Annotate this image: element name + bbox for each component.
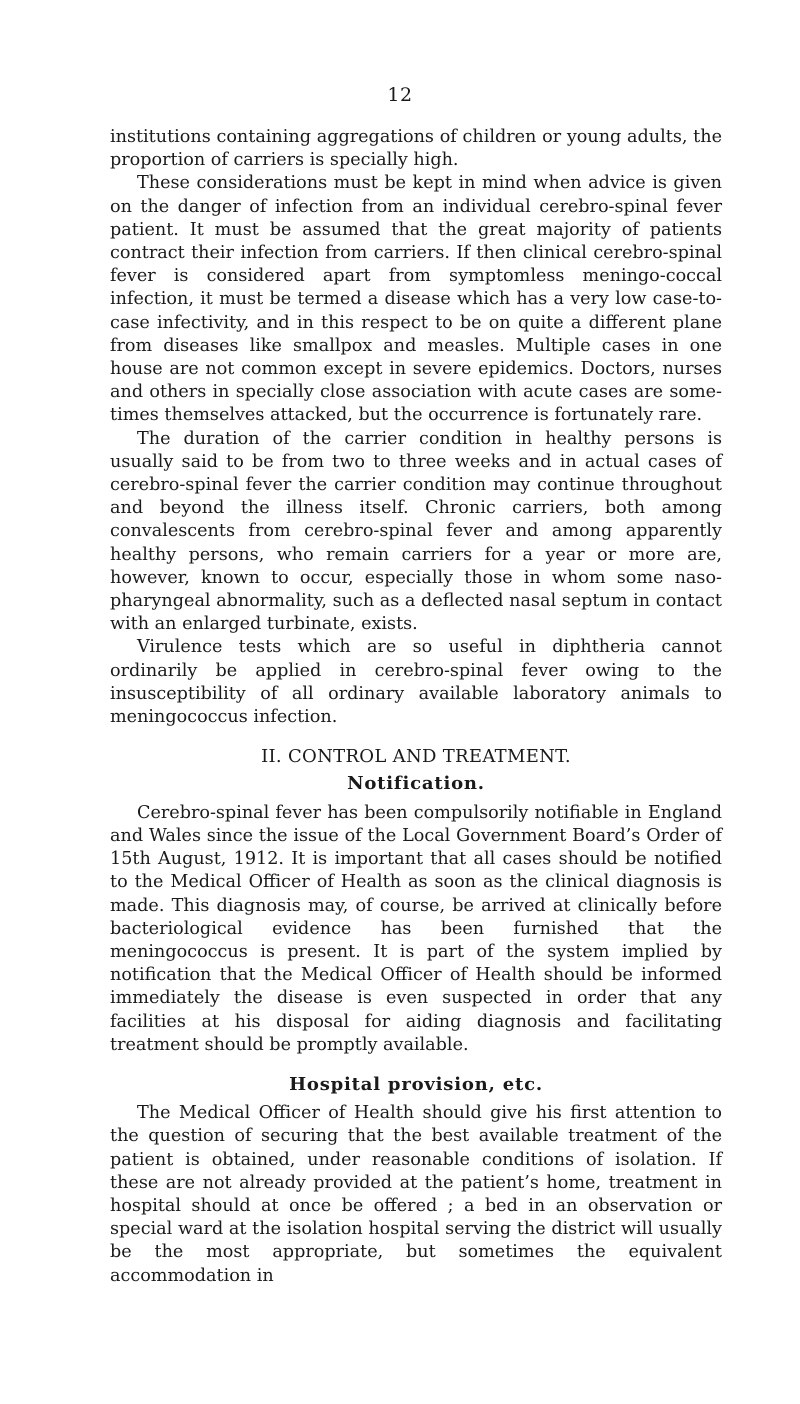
paragraph-virulence-tests: Virulence tests which are so useful in diphtheria cannot ordinarily be applied in cerebro-spinal fever owing to the insusceptibility of all ordinary available laboratory animals to meningococcus infection.: [110, 637, 722, 728]
notification-heading: Notification.: [347, 773, 485, 795]
paragraph-notification: Cerebro-spinal fever has been compulsorily notifiable in England and Wales since the issue of the Local Government Board’s Order of 15th August, 1912. It is important that all cases should be notified to the Medical Officer of Health as soon as the clinical diagnosis is made. This diagnosis may, of course, be arrived at clinically before bacteriological evidence has been furnished that the meningococcus is present. It is part of the system implied by notification that the Medical Officer of Health should be informed immediately the disease is even suspected in order that any facilities at his disposal for aiding diagnosis and facilitating treatment should be promptly available.: [110, 802, 722, 1055]
body-text: [110, 126, 722, 1288]
paragraph-infection-danger: These considerations must be kept in mind when advice is given on the danger of infection from an individual cerebro-spinal fever patient. It must be assumed that the great majority of patients contract their infection from carriers. If then clinical cerebro-spinal fever is considered apart from symptomless meningo-coccal infection, it must be termed a disease which has a very low case-to-case infectivity, and in this respect to be on quite a different plane from diseases like smallpox and measles. Multiple cases in one house are not common except in severe epidemics. Doctors, nurses and others in specially close association with acute cases are some-times themselves attacked, but the occurrence is fortunately rare.: [110, 173, 722, 426]
paragraph-carrier-duration: The duration of the carrier condition in healthy persons is usually said to be from two to three weeks and in actual cases of cerebro-spinal fever the carrier condition may continue throughout and beyond the illness itself. Chronic carriers, both among convalescents from cerebro-spinal fever and among apparently healthy persons, who remain carriers for a year or more are, however, known to occur, especially those in whom some naso-pharyngeal abnormality, such as a deflected nasal septum in contact with an enlarged turbinate, exists.: [110, 428, 722, 635]
section-heading: II. CONTROL AND TREATMENT.: [261, 746, 571, 768]
paragraph-hospital-provision: The Medical Officer of Health should give his first attention to the question of securing that the best available treatment of the patient is obtained, under reasonable conditions of isolation. If these are not already provided at the patient’s home, treatment in hospital should at once be offered ; a bed in an observation or special ward at the isolation hospital serving the district will usually be the most appropriate, but sometimes the equivalent accommodation in: [110, 1103, 722, 1286]
hospital-provision-heading: Hospital provision, etc.: [289, 1073, 543, 1095]
paragraph-continuation: institutions containing aggregations of children or young adults, the proportion of carriers is specially high.: [110, 127, 722, 171]
page-number: 12: [387, 84, 413, 106]
